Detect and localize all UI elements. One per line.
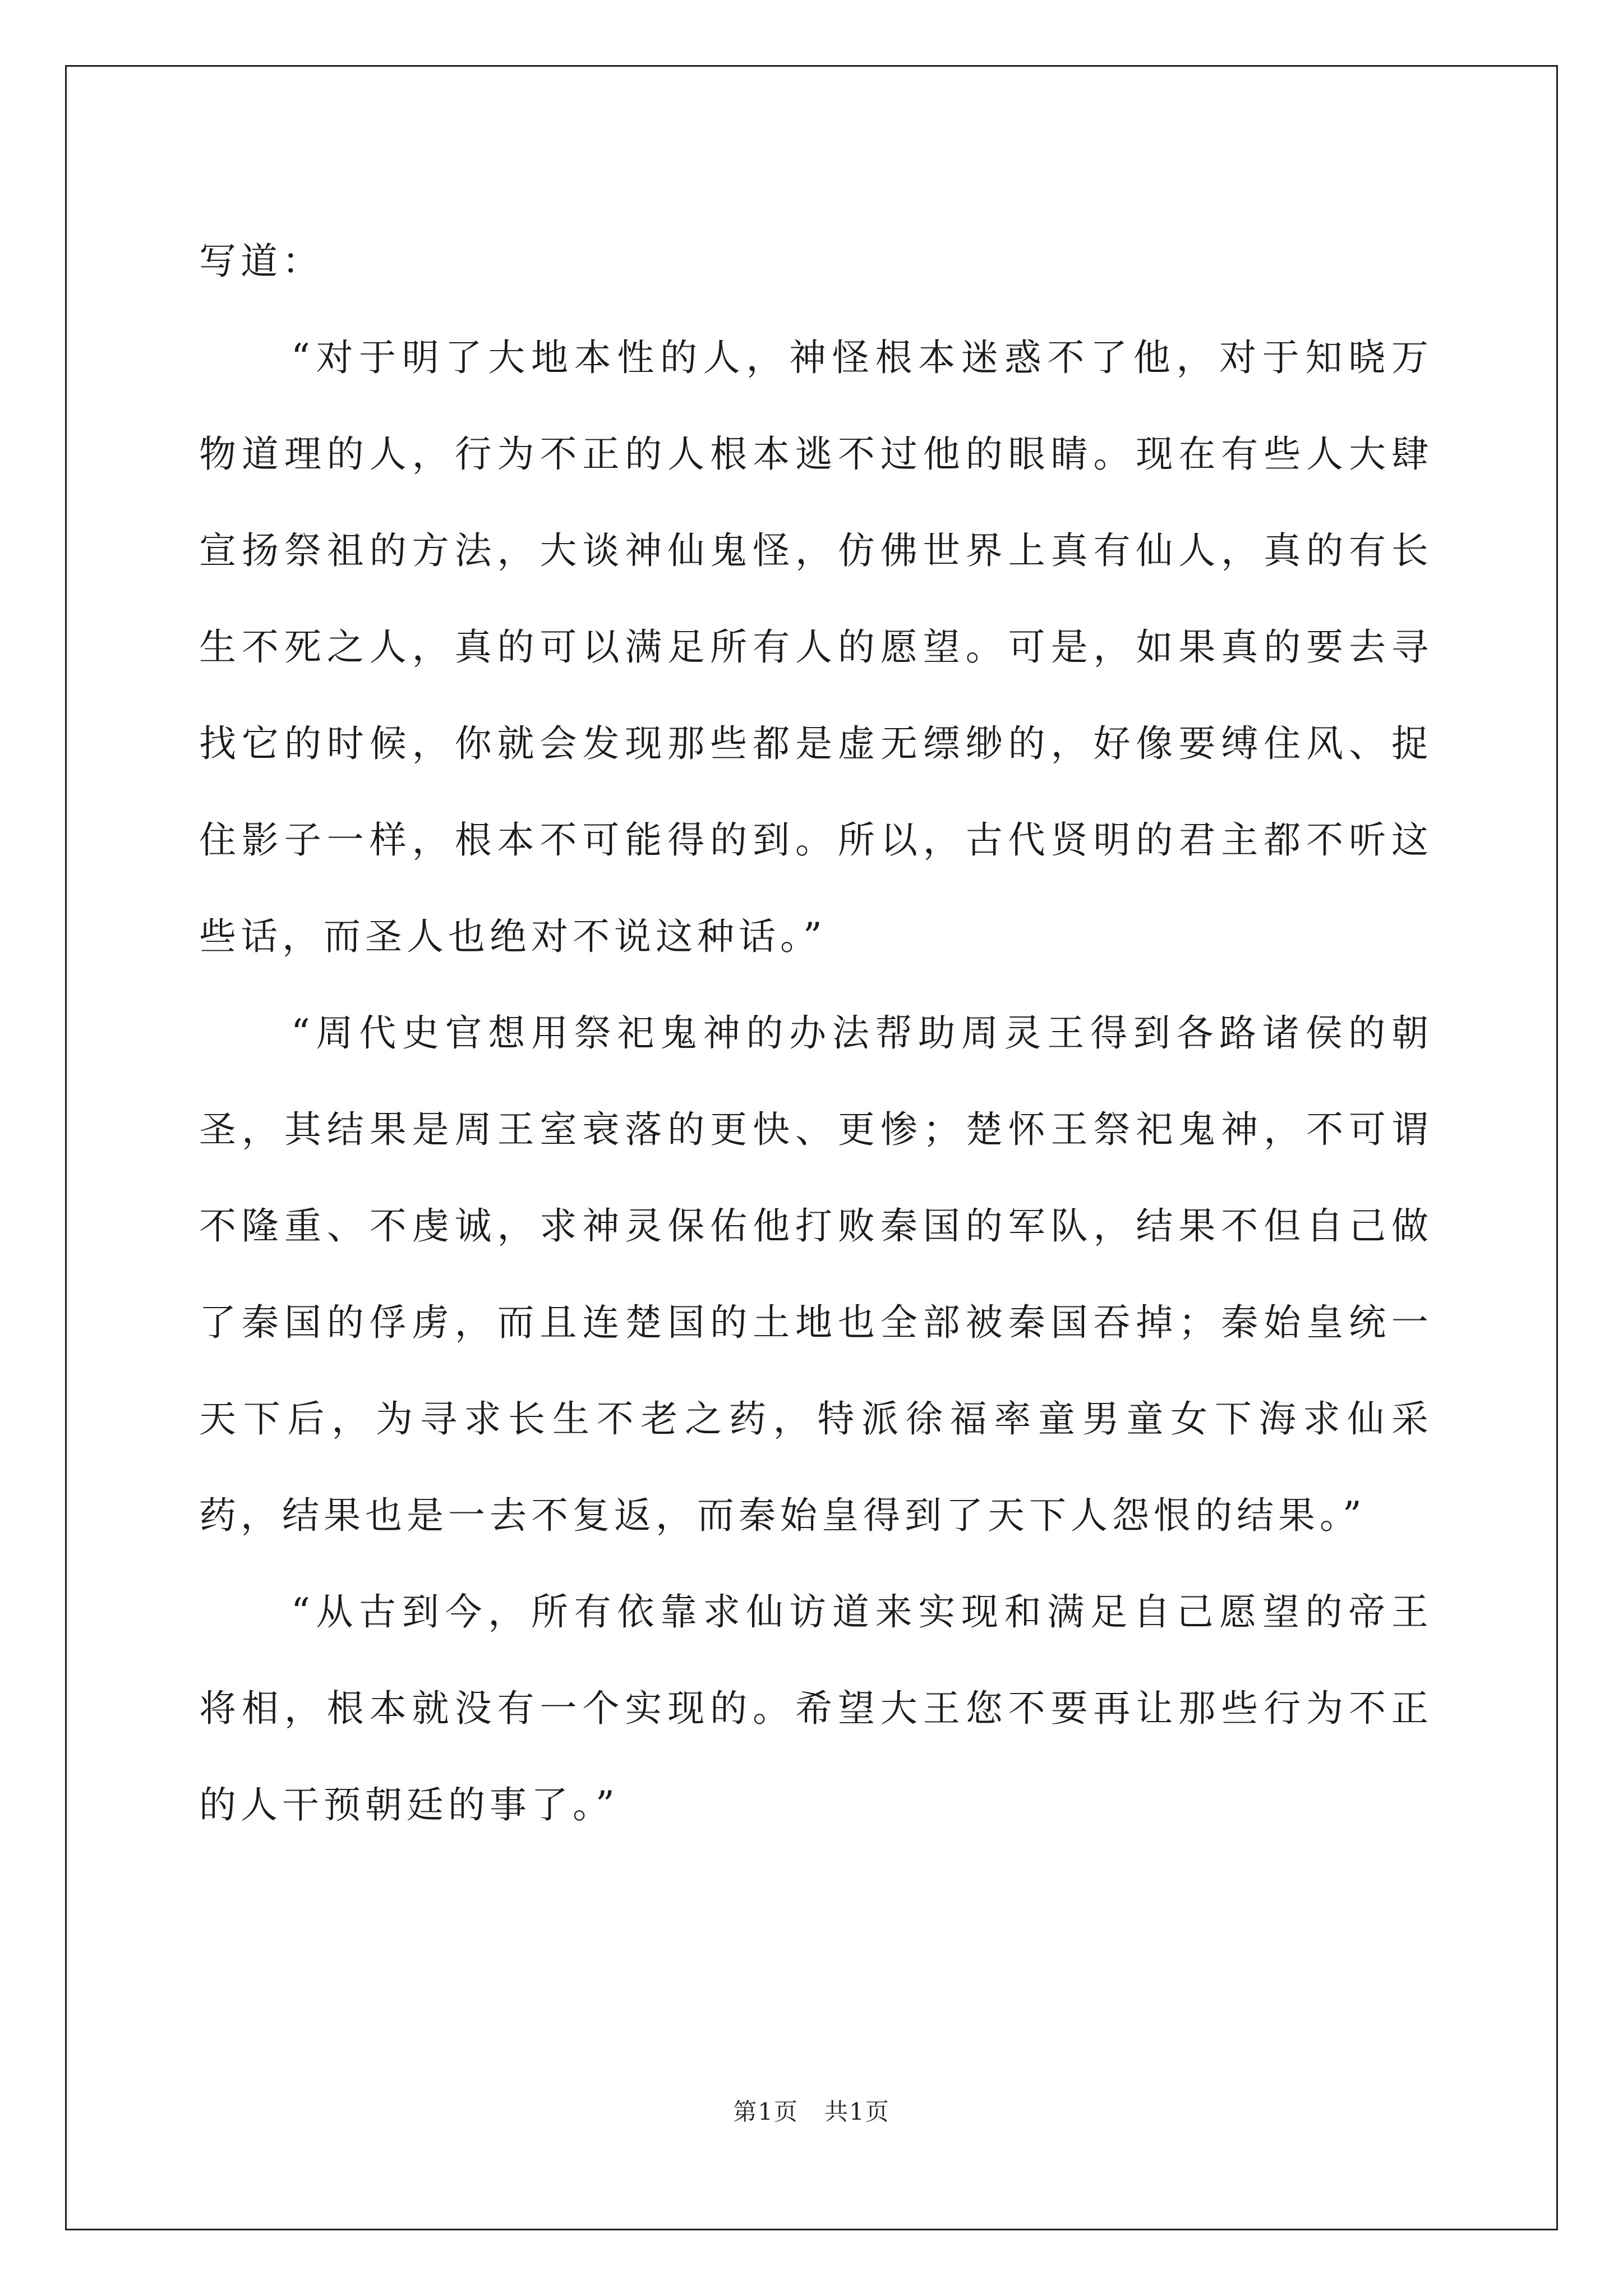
paragraph-opening: 写道： xyxy=(199,240,324,283)
page-footer xyxy=(0,2095,1623,2129)
paragraph-quote-3: “从古到今，所有依靠求仙访道来实现和满足自己愿望的帝王将相，根本就没有一个实现的。希望大王您不要再让那些行为不正的人干预朝廷的事了。” xyxy=(199,1590,1433,1826)
paragraph-quote-2: “周代史官想用祭祀鬼神的办法帮助周灵王得到各路诸侯的朝圣，其结果是周王室衰落的更快、更惨；楚怀王祭祀鬼神，不可谓不隆重、不虔诚，求神灵保佑他打败秦国的军队，结果不但自己做了秦国的俘虏，而且连楚国的土地也全部被秦国吞掉；秦始皇统一天下后，为寻求长生不老之药，特派徐福率童男童女下海求仙采药，结果也是一去不复返，而秦始皇得到了天下人怨恨的结果。” xyxy=(199,1011,1433,1537)
document-body xyxy=(199,213,1433,1853)
paragraph-quote-1: “对于明了大地本性的人，神怪根本迷惑不了他，对于知晓万物道理的人，行为不正的人根本逃不过他的眼睛。现在有些人大肆宣扬祭祖的方法，大谈神仙鬼怪，仿佛世界上真有仙人，真的有长生不死之人，真的可以满足所有人的愿望。可是，如果真的要去寻找它的时候，你就会发现那些都是虚无缥缈的，好像要缚住风、捉住影子一样，根本不可能得的到。所以，古代贤明的君主都不听这些话，而圣人也绝对不说这种话。” xyxy=(199,336,1433,958)
page-total: 共1页 xyxy=(824,2098,890,2125)
page-number: 第1页 xyxy=(733,2098,799,2125)
